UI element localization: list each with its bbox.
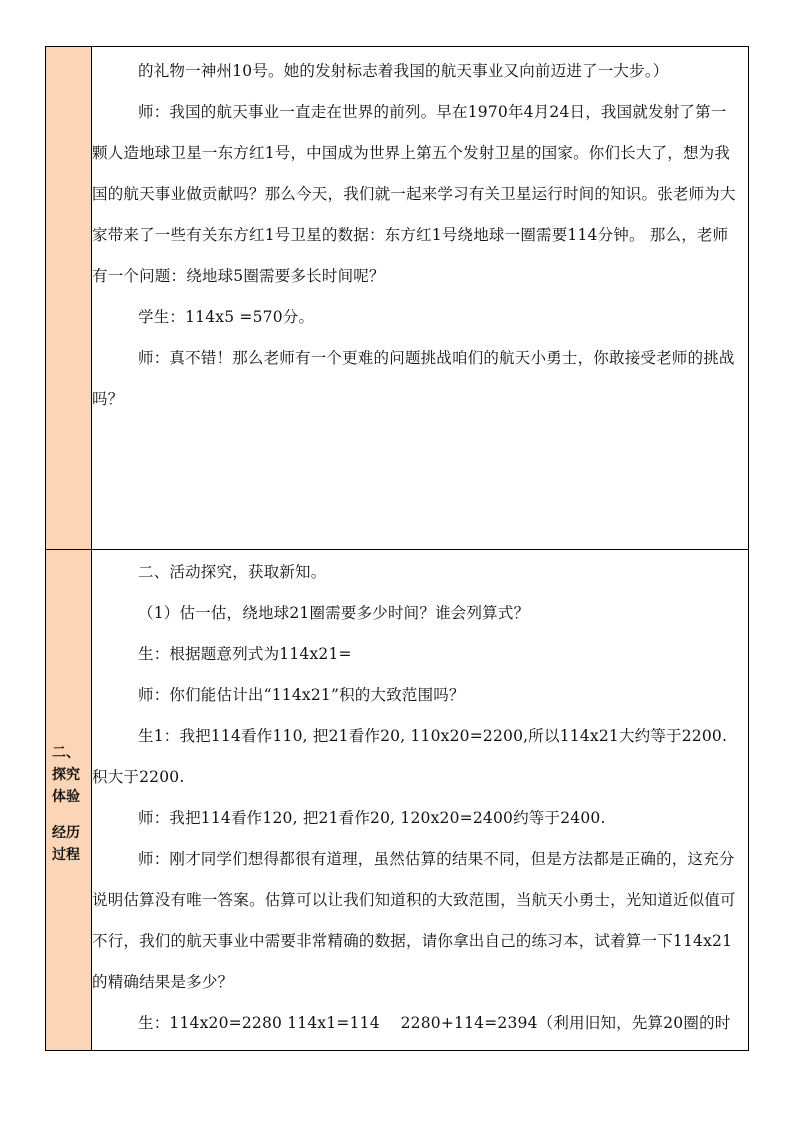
paragraph: 师：真不错！那么老师有一个更难的问题挑战咱们的航天小勇士，你敢接受老师的挑战吗？ (92, 349, 735, 408)
side-label-line: 二、 (52, 745, 80, 761)
side-label-line: 探究 (52, 767, 80, 783)
paragraph: 生：114x20=2280 114x1=114 2280+114=2394（利用旧知，先算20圈的时 (138, 1014, 731, 1032)
row-label-cell (46, 47, 92, 549)
paragraph: 生1：我把114看作110, 把21看作20, 110x20=2200,所以114x21大约等于2200.积大于2200. (92, 727, 728, 786)
paragraph: 的礼物一神州10号。她的发射标志着我国的航天事业又向前迈进了一大步。） (138, 62, 669, 80)
paragraph: 学生：114x5 =570分。 (138, 308, 315, 326)
lesson-table (45, 46, 749, 1051)
paragraph: 生：根据题意列式为114x21= (138, 645, 352, 663)
paragraph: 师：你们能估计出“114x21”积的大致范围吗？ (138, 686, 465, 704)
row-content-cell (92, 550, 748, 1050)
table-row (45, 46, 749, 550)
paragraph: （1）估一估，绕地球21圈需要多少时间？谁会列算式？ (138, 604, 530, 622)
side-label-line: 经历 (52, 825, 80, 841)
table-row (45, 550, 749, 1051)
paragraph: 师：刚才同学们想得都很有道理，虽然估算的结果不同，但是方法都是正确的，这充分说明估算没有唯一答案。估算可以让我们知道积的大致范围，当航天小勇士，光知道近似值可不行，我们的航天事业中需要非常精确的数据，请你拿出自己的练习本，试着算一下114x21的精确结果是多少？ (92, 850, 736, 991)
side-label-line: 体验 (52, 789, 80, 805)
paragraph: 师：我国的航天事业一直走在世界的前列。早在1970年4月24日，我国就发射了第一颗人造地球卫星一东方红1号，中国成为世界上第五个发射卫星的国家。你们长大了，想为我国的航天事业做贡献吗？那么今天，我们就一起来学习有关卫星运行时间的知识。张老师为大家带来了一些有关东方红1号卫星的数据：东方红1号绕地球一圈需要114分钟。 那么，老师有一个问题：绕地球5圈需要多长时间呢？ (92, 103, 736, 285)
side-label-line: 过程 (52, 847, 80, 863)
row-label-cell (46, 550, 92, 1050)
paragraph: 师：我把114看作120, 把21看作20, 120x20=2400约等于2400. (138, 809, 606, 827)
paragraph: 二、活动探究，获取新知。 (138, 563, 327, 581)
row-content-cell (92, 47, 748, 549)
